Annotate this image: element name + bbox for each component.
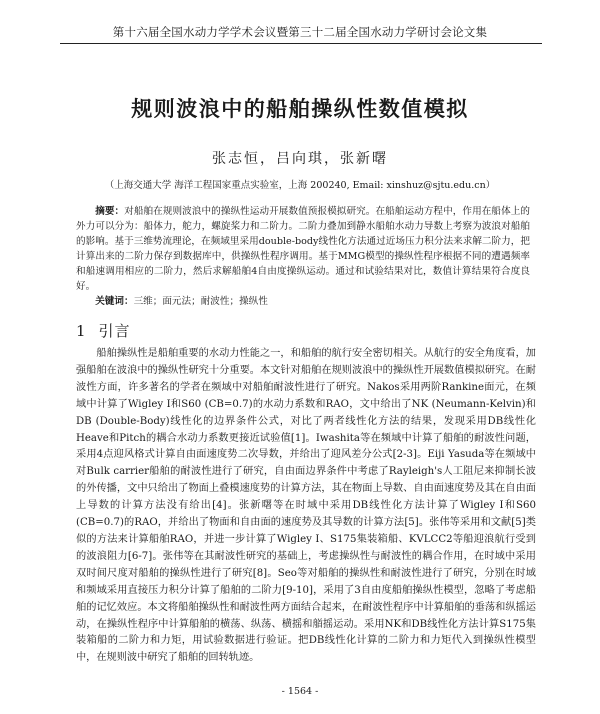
abstract-text: 对船舶在规则波浪中的操纵性运动开展数值预报模拟研究。在船舶运动方程中，作用在船体上的外力可以分为：船体力，舵力，螺旋桨力和二阶力。二阶力叠加到静水船舶水动力导数上考察为波浪对船舶的影响。基于三维势流理论，在频域里采用double-body线性化方法通过近场压力积分法来求解二阶力，把计算出来的二阶力保存到数据库中，供操纵性程序调用。基于MMG模型的操纵性程序根据不同的遭遇频率和船速调用相应的二阶力，然后求解船舶4自由度操纵运动。通过和试验结果对比，数值计算结果符合度良好。 (76, 206, 531, 292)
header-rule (60, 43, 542, 44)
section-title: 引言 (98, 322, 131, 340)
running-head: 第十六届全国水动力学学术会议暨第三十二届全国水动力学研讨会论文集 (112, 25, 488, 39)
keywords-text: 三维；面元法；耐波性；操纵性 (133, 296, 268, 307)
paper-title: 规则波浪中的船舶操纵性数值模拟 (131, 97, 469, 121)
section-heading (76, 320, 131, 341)
affiliation: （上海交通大学 海洋工程国家重点实验室，上海 200240, Email: xinshuz@sjtu.edu.cn） (104, 180, 496, 191)
keywords (76, 294, 530, 309)
body-paragraph: 船舶操纵性是船舶重要的水动力性能之一，和船舶的航行安全密切相关。从航行的安全角度看，加强船舶在波浪中的操纵性研究十分重要。本文针对船舶在规则波浪中的操纵性开展数值模拟研究。在耐波性方面，许多著名的学者在频域中对船舶耐波性进行了研究。Nakos采用两阶Rankine面元，在频域中计算了Wigley I和S60 (CB=0.7)的水动力系数和RAO，文中给出了NK (Neumann-Kelvin)和DB (Double-Body)线性化的边界条件公式，对比了两者线性化方法的结果，发现采用DB线性化Heave和Pitch的耦合水动力系数更接近试验值[1]。Iwashita等在频域中计算了船舶的耐波性问题，采用4点迎风格式计算自由面速度势二次导数，并给出了迎风差分公式[2-3]。Eiji Yasuda等在频域中对Bulk carrier船舶的耐波性进行了研究，自由面边界条件中考虑了Rayleigh's人工阻尼来抑制长波的外传播，文中只给出了物面上叠模速度势的计算方法，其在物面上导数、自由面速度势及其在自由面上导数的计算方法没有给出[4]。张新曙等在时域中采用DB线性化方法计算了Wigley I和S60 (CB=0.7)的RAO，并给出了物面和自由面的速度势及其导数的计算方法[5]。张伟等采用和文献[5]类似的方法来计算船舶RAO，并进一步计算了Wigley I、S175集装箱船、KVLCC2等船迎浪航行受到的波浪阻力[6-7]。张伟等在其耐波性研究的基础上，考虑操纵性与耐波性的耦合作用，在时域中采用双时间尺度对船舶的操纵性进行了研究[8]。Seo等对船舶的操纵性和耐波性进行了研究，分别在时域和频域采用直接压力积分计算了船舶的二阶力[9-10]，采用了3自由度船舶操纵性模型，忽略了考虑船舶的记忆效应。本文将船舶操纵性和耐波性两方面结合起来，在耐波性程序中计算船舶的垂荡和纵摇运动，在操纵性程序中计算船舶的横荡、纵荡、横摇和艏摇运动。采用NK和DB线性化方法计算S175集装箱船的二阶力和力矩，用试验数据进行验证。把DB线性化计算的二阶力和力矩代入到操纵性模型中，在规则波中研究了船舶的回转轨迹。 (76, 348, 536, 664)
page-number: - 1564 - (281, 686, 319, 697)
section-number: 1 (76, 322, 87, 340)
authors: 张志恒，吕向琪，张新曙 (212, 151, 388, 167)
abstract (76, 204, 530, 294)
abstract-label: 摘要： (95, 206, 125, 217)
keywords-label: 关键词： (95, 296, 134, 307)
